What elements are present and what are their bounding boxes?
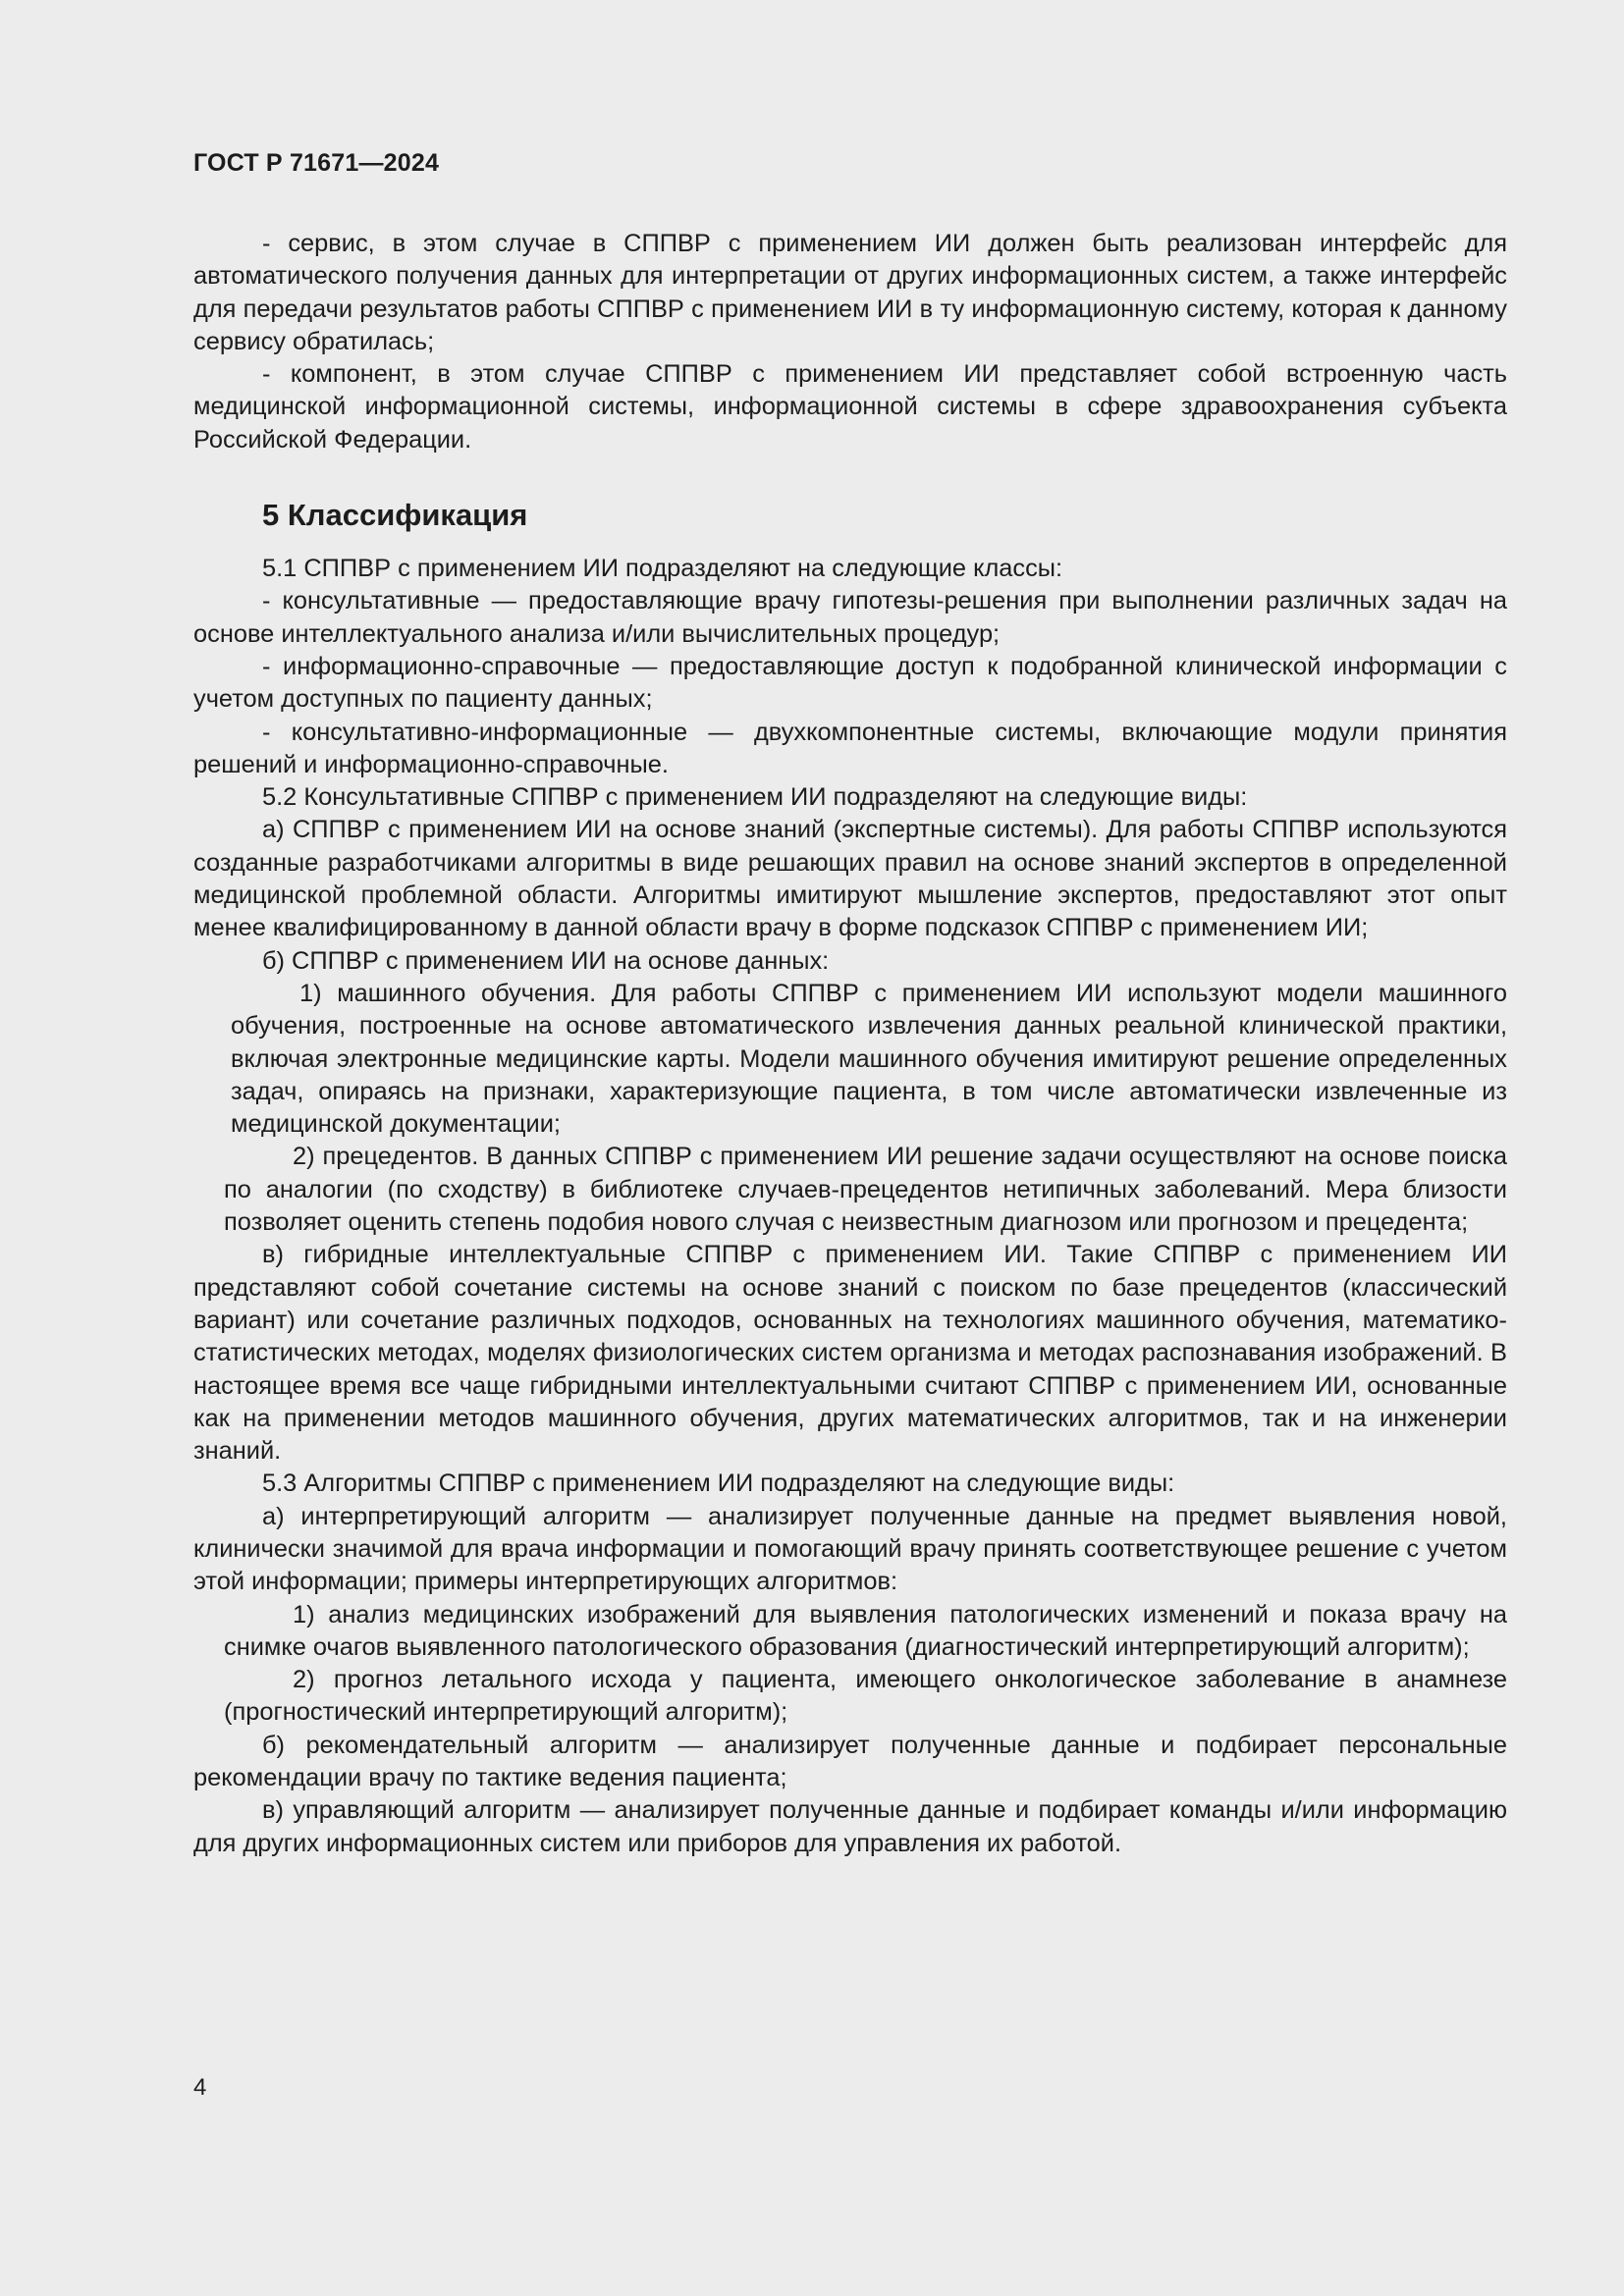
document-body <box>193 228 1507 1860</box>
list-item: в) гибридные интеллектуальные СППВР с применением ИИ. Такие СППВР с применением ИИ представляют собой сочетание системы на основе знаний с поиском по базе прецедентов (классический вариант) или сочетание различных подходов, основанных на технологиях машинного обучения, математико-статистических методах, моделях физиологических систем организма и методах распознавания изображений. В настоящее время все чаще гибридными интеллектуальными считают СППВР с применением ИИ, основанные как на применении методов машинного обучения, других математических алгоритмов, так и на инженерии знаний. <box>193 1241 1507 1466</box>
list-item: б) СППВР с применением ИИ на основе данных: <box>262 946 830 975</box>
list-item: - консультативно-информационные — двухкомпонентные системы, включающие модули принятия решений и информационно-справочные. <box>193 718 1507 778</box>
list-item: а) СППВР с применением ИИ на основе знаний (экспертные системы). Для работы СППВР используются созданные разработчиками алгоритмы в виде решающих правил на основе знаний экспертов в определенной медицинской проблемной области. Алгоритмы имитируют мышление экспертов, предоставляют этот опыт менее квалифицированному в данной области врачу в форме подсказок СППВР с применением ИИ; <box>193 816 1507 942</box>
list-item: б) рекомендательный алгоритм — анализирует полученные данные и подбирает персональные рекомендации врачу по тактике ведения пациента; <box>193 1731 1507 1792</box>
paragraph-intro-component: - компонент, в этом случае СППВР с применением ИИ представляет собой встроенную часть медицинской информационной системы, информационной системы в сфере здравоохранения субъекта Российской Федерации. <box>193 360 1507 454</box>
clause-5-2: 5.2 Консультативные СППВР с применением ИИ подразделяют на следующие виды: <box>262 783 1248 812</box>
sub-list-item: 2) прецедентов. В данных СППВР с применением ИИ решение задачи осуществляют на основе поиска по аналогии (по сходству) в библиотеке случаев-прецедентов нетипичных заболеваний. Мера близости позволяет оценить степень подобия нового случая с неизвестным диагнозом или прогнозом и прецедента; <box>224 1143 1507 1237</box>
paragraph-intro-service: - сервис, в этом случае в СППВР с применением ИИ должен быть реализован интерфейс для автоматического получения данных для интерпретации от других информационных систем, а также интерфейс для передачи результатов работы СППВР с применением ИИ в ту информационную систему, которая к данному сервису обратилась; <box>193 230 1507 355</box>
sub-list-item: 2) прогноз летального исхода у пациента, имеющего онкологическое заболевание в анамнезе (прогностический интерпретирующий алгоритм); <box>224 1666 1507 1727</box>
list-item: - информационно-справочные — предоставляющие доступ к подобранной клинической информации с учетом доступных по пациенту данных; <box>193 652 1507 714</box>
page-number: 4 <box>193 2074 207 2101</box>
document-code: ГОСТ Р 71671—2024 <box>193 149 440 177</box>
list-item: а) интерпретирующий алгоритм — анализирует полученные данные на предмет выявления новой, клинически значимой для врача информации и помогающий врачу принять соответствующее решение с учетом этой информации; примеры интерпретирующих алгоритмов: <box>193 1502 1507 1596</box>
list-item: в) управляющий алгоритм — анализирует полученные данные и подбирает команды и/или информацию для других информационных систем или приборов для управления их работой. <box>193 1796 1507 1857</box>
sub-list-item: 1) машинного обучения. Для работы СППВР с применением ИИ используют модели машинного обучения, построенные на основе автоматического извлечения данных реальной клинической практики, включая электронные медицинские карты. Модели машинного обучения имитируют решение определенных задач, опираясь на признаки, характеризующие пациента, в том числе автоматически извлеченные из медицинской документации; <box>231 979 1507 1139</box>
section-heading: 5 Классификация <box>262 498 528 533</box>
clause-5-3: 5.3 Алгоритмы СППВР с применением ИИ подразделяют на следующие виды: <box>262 1469 1175 1498</box>
list-item: - консультативные — предоставляющие врачу гипотезы-решения при выполнении различных задач на основе интеллектуального анализа и/или вычислительных процедур; <box>193 587 1507 648</box>
clause-5-1: 5.1 СППВР с применением ИИ подразделяют на следующие классы: <box>262 555 1063 583</box>
sub-list-item: 1) анализ медицинских изображений для выявления патологических изменений и показа врачу на снимке очагов выявленного патологического образования (диагностический интерпретирующий алгоритм); <box>224 1600 1507 1661</box>
